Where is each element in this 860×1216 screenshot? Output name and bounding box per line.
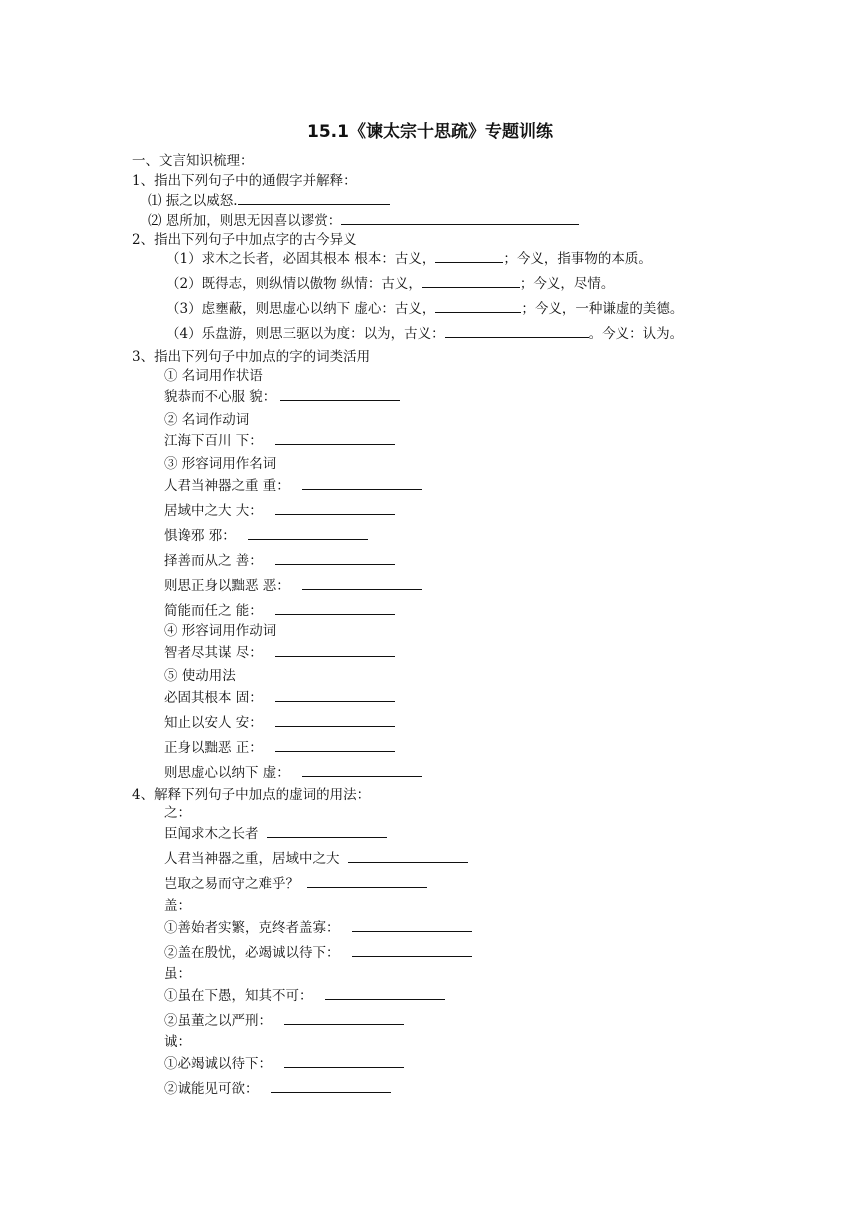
question-1-heading: 1、指出下列句子中的通假字并解释： xyxy=(132,173,357,189)
answer-blank[interactable] xyxy=(435,249,503,263)
answer-blank[interactable] xyxy=(284,1011,404,1025)
answer-blank[interactable] xyxy=(341,211,579,225)
answer-blank[interactable] xyxy=(302,576,422,590)
question-3-item: 则思正身以黜恶 恶： xyxy=(164,576,422,595)
answer-blank[interactable] xyxy=(275,643,395,657)
word-label: 盖： xyxy=(164,898,191,914)
category-label: ⑤ 使动用法 xyxy=(164,668,236,684)
question-2-item: （1）求木之长者，必固其根本 根本：古义， ；今义，指事物的本质。 xyxy=(166,251,652,267)
question-4-item: 人君当神器之重，居域中之大 xyxy=(164,849,468,868)
answer-blank[interactable] xyxy=(352,943,472,957)
question-2-item: （2）既得志，则纵情以傲物 纵情：古义， ；今义，尽情。 xyxy=(166,276,615,292)
answer-blank[interactable] xyxy=(238,191,390,205)
question-3-item: 貌恭而不心服 貌： xyxy=(164,387,400,406)
category-label: ④ 形容词用作动词 xyxy=(164,623,277,639)
answer-blank[interactable] xyxy=(275,501,395,515)
word-label: 虽： xyxy=(164,966,191,982)
answer-blank[interactable] xyxy=(275,688,395,702)
answer-blank[interactable] xyxy=(275,738,395,752)
question-4-item: ①善始者实繁，克终者盖寡： xyxy=(164,918,472,937)
question-3-item: 居域中之大 大： xyxy=(164,501,395,520)
question-4-item: 岂取之易而守之难乎？ xyxy=(164,874,427,893)
page-title: 15.1《谏太宗十思疏》专题训练 xyxy=(307,122,553,142)
question-2-item: （4）乐盘游，则思三驱以为度：以为，古义： 。今义：认为。 xyxy=(166,326,684,342)
answer-blank[interactable] xyxy=(422,274,520,288)
question-3-item: 智者尽其谋 尽： xyxy=(164,643,395,662)
question-4-item: 臣闻求木之长者 xyxy=(164,824,387,843)
answer-blank[interactable] xyxy=(275,431,395,445)
answer-blank[interactable] xyxy=(325,986,445,1000)
question-3-item: 惧谗邪 邪： xyxy=(164,526,368,545)
question-1-item: ⑵ 恩所加，则思无因喜以谬赏： xyxy=(148,211,579,230)
answer-blank[interactable] xyxy=(302,763,422,777)
answer-blank[interactable] xyxy=(280,387,400,401)
answer-blank[interactable] xyxy=(271,1079,391,1093)
answer-blank[interactable] xyxy=(275,713,395,727)
question-4-item: ②盖在殷忧，必竭诚以待下： xyxy=(164,943,472,962)
question-2-item: （3）虑壅蔽，则思虚心以纳下 虚心：古义， ；今义，一种谦虚的美德。 xyxy=(166,301,684,317)
answer-blank[interactable] xyxy=(248,526,368,540)
question-1-item: ⑴ 振之以威怒. xyxy=(148,191,390,210)
question-3-item: 正身以黜恶 正： xyxy=(164,738,395,757)
question-3-heading: 3、指出下列句子中加点的字的词类活用 xyxy=(132,349,371,365)
question-4-item: ①必竭诚以待下： xyxy=(164,1054,404,1073)
category-label: ② 名词作动词 xyxy=(164,412,250,428)
answer-blank[interactable] xyxy=(302,476,422,490)
question-3-item: 必固其根本 固： xyxy=(164,688,395,707)
answer-blank[interactable] xyxy=(275,601,395,615)
answer-blank[interactable] xyxy=(348,849,468,863)
question-2-heading: 2、指出下列句子中加点字的古今异义 xyxy=(132,232,357,248)
category-label: ③ 形容词用作名词 xyxy=(164,456,277,472)
section-heading: 一、文言知识梳理： xyxy=(132,153,254,169)
question-4-item: ①虽在下愚，知其不可： xyxy=(164,986,445,1005)
question-3-item: 人君当神器之重 重： xyxy=(164,476,422,495)
question-3-item: 知止以安人 安： xyxy=(164,713,395,732)
answer-blank[interactable] xyxy=(267,824,387,838)
answer-blank[interactable] xyxy=(435,299,521,313)
question-4-item: ②诚能见可欲： xyxy=(164,1079,391,1098)
answer-blank[interactable] xyxy=(284,1054,404,1068)
category-label: ① 名词用作状语 xyxy=(164,368,263,384)
question-3-item: 则思虚心以纳下 虚： xyxy=(164,763,422,782)
word-label: 之： xyxy=(164,805,191,821)
answer-blank[interactable] xyxy=(275,551,395,565)
answer-blank[interactable] xyxy=(352,918,472,932)
question-3-item: 择善而从之 善： xyxy=(164,551,395,570)
question-4-heading: 4、解释下列句子中加点的虚词的用法： xyxy=(132,787,371,803)
question-3-item: 简能而任之 能： xyxy=(164,601,395,620)
answer-blank[interactable] xyxy=(307,874,427,888)
question-4-item: ②虽董之以严刑： xyxy=(164,1011,404,1030)
word-label: 诚： xyxy=(164,1034,191,1050)
question-3-item: 江海下百川 下： xyxy=(164,431,395,450)
answer-blank[interactable] xyxy=(445,324,589,338)
